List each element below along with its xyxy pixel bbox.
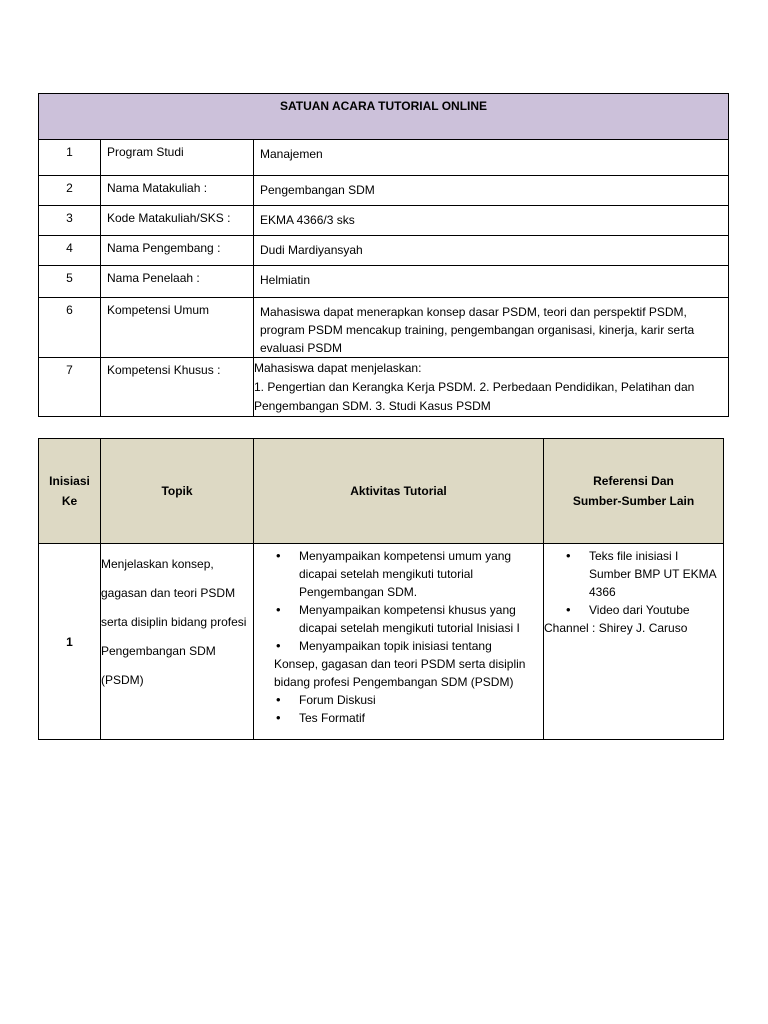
list-item: • Menyampaikan topik inisiasi tentang (274, 637, 541, 655)
schedule-table (38, 438, 724, 740)
topik-cell: Menjelaskan konsep, gagasan dan teori PSDM serta disiplin bidang profesi Pengembangan SDM (PSDM) (101, 544, 254, 740)
referensi-continuation: Channel : Shirey J. Caruso (544, 621, 688, 635)
header-aktivitas: Aktivitas Tutorial (254, 439, 544, 544)
row-value (254, 358, 729, 417)
table-row (39, 140, 729, 176)
row-value: Pengembangan SDM (254, 176, 729, 206)
info-table (38, 93, 729, 417)
row-value: Dudi Mardiyansyah (254, 236, 729, 266)
inisiasi-number: 1 (39, 544, 101, 740)
row-number: 1 (39, 140, 101, 176)
row-number: 6 (39, 298, 101, 358)
aktivitas-continuation: Konsep, gagasan dan teori PSDM serta disiplin bidang profesi Pengembangan SDM (PSDM) (274, 657, 526, 689)
list-item: • Teks file inisiasi I Sumber BMP UT EKMA 4366 (564, 547, 719, 601)
row-number: 5 (39, 266, 101, 298)
row-number: 2 (39, 176, 101, 206)
table-row (39, 266, 729, 298)
list-item: • Menyampaikan kompetensi khusus yang dicapai setelah mengikuti tutorial Inisiasi I (274, 601, 541, 637)
aktivitas-list-a (274, 547, 541, 655)
aktivitas-list-b (274, 691, 541, 727)
referensi-list (564, 547, 719, 619)
list-item: • Menyampaikan kompetensi umum yang dicapai setelah mengikuti tutorial Pengembangan SDM. (274, 547, 541, 601)
row-label: Nama Penelaah : (101, 266, 254, 298)
row-number: 4 (39, 236, 101, 266)
table-row (39, 544, 724, 740)
row-label: Nama Matakuliah : (101, 176, 254, 206)
referensi-cell (544, 544, 724, 740)
row-label: Kompetensi Khusus : (101, 358, 254, 417)
table-row (39, 358, 729, 417)
kompetensi-khusus-list: 1. Pengertian dan Kerangka Kerja PSDM. 2. Perbedaan Pendidikan, Pelatihan dan Pengembangan SDM. 3. Studi Kasus PSDM (254, 380, 695, 413)
list-item: • Video dari Youtube (564, 601, 719, 619)
list-item: • Tes Formatif (274, 709, 541, 727)
header-topik: Topik (101, 439, 254, 544)
row-value: Helmiatin (254, 266, 729, 298)
row-number: 7 (39, 358, 101, 417)
row-value: Manajemen (254, 140, 729, 176)
row-label: Kode Matakuliah/SKS : (101, 206, 254, 236)
table-row (39, 176, 729, 206)
header-inisiasi: Inisiasi Ke (39, 439, 101, 544)
info-table-title: SATUAN ACARA TUTORIAL ONLINE (39, 94, 729, 140)
aktivitas-cell (254, 544, 544, 740)
row-value: Mahasiswa dapat menerapkan konsep dasar PSDM, teori dan perspektif PSDM, program PSDM mencakup training, pengembangan organisasi, kinerja, karir serta evaluasi PSDM (254, 298, 729, 358)
row-label: Program Studi (101, 140, 254, 176)
table-row (39, 298, 729, 358)
table-row (39, 206, 729, 236)
list-item: • Forum Diskusi (274, 691, 541, 709)
table-header-row (39, 439, 724, 544)
row-value: EKMA 4366/3 sks (254, 206, 729, 236)
row-label: Kompetensi Umum (101, 298, 254, 358)
table-row (39, 236, 729, 266)
kompetensi-khusus-intro: Mahasiswa dapat menjelaskan: (254, 361, 422, 375)
row-label: Nama Pengembang : (101, 236, 254, 266)
header-referensi: Referensi Dan Sumber-Sumber Lain (544, 439, 724, 544)
row-number: 3 (39, 206, 101, 236)
